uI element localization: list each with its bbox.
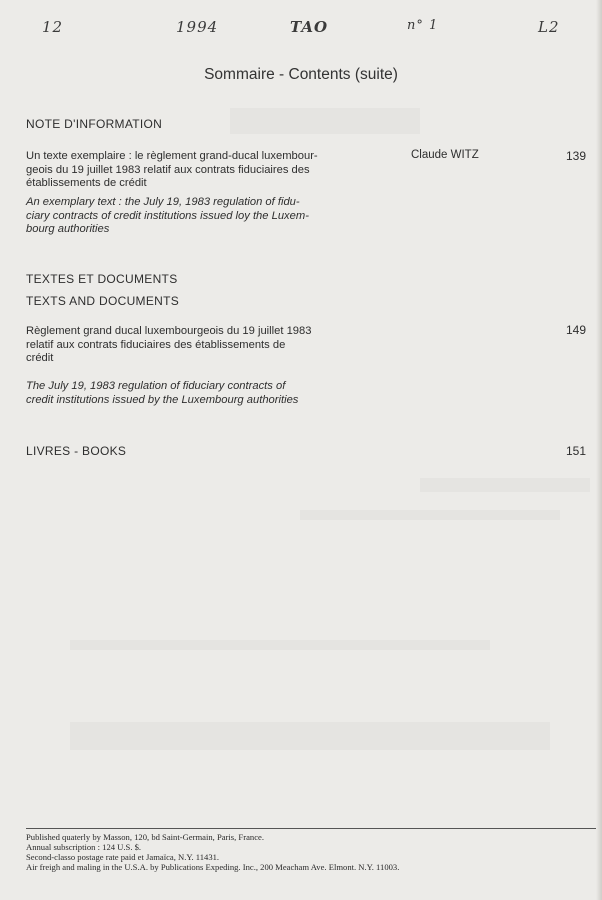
entry-french-title	[26, 150, 378, 191]
entry-line: credit institutions issued by the Luxembourg authorities	[26, 393, 299, 406]
section-heading-texts: TEXTS AND DOCUMENTS	[26, 294, 180, 308]
entry-line: Un texte exemplaire : le règlement grand-ducal luxembour-	[26, 150, 318, 162]
handwritten-note: L2	[538, 18, 560, 36]
entry-line: bourg authorities	[26, 223, 110, 235]
entry-line: An exemplary text : the July 19, 1983 regulation of fidu-	[26, 196, 300, 208]
bleed-through-mark	[300, 510, 560, 520]
section-heading-textes: TEXTES ET DOCUMENTS	[26, 272, 178, 286]
entry-french-title	[26, 325, 378, 366]
entry-line: crédit	[26, 352, 54, 364]
entry-page-number: 151	[565, 444, 586, 458]
bleed-through-mark	[230, 108, 420, 134]
footer-line: Annual subscription : 124 U.S. $.	[26, 842, 142, 852]
footer-line: Published quaterly by Masson, 120, bd Saint-Germain, Paris, France.	[26, 832, 264, 842]
entry-line: The July 19, 1983 regulation of fiduciary contracts of	[26, 380, 286, 392]
page-edge-shadow	[596, 0, 602, 900]
entry-author: Claude WITZ	[411, 149, 479, 161]
entry-english-title	[26, 380, 378, 407]
handwritten-note: 12	[42, 18, 64, 36]
section-heading-note: NOTE D'INFORMATION	[26, 117, 163, 131]
footer-divider	[26, 828, 602, 829]
publication-footer	[26, 832, 586, 872]
bleed-through-mark	[70, 640, 490, 650]
entry-line: geois du 19 juillet 1983 relatif aux contrats fiduciaires des	[26, 163, 310, 176]
entry-line: ciary contracts of credit institutions issued loy the Luxem-	[26, 209, 309, 222]
entry-line: Règlement grand ducal luxembourgeois du 19 juillet 1983	[26, 325, 312, 337]
entry-page-number: 149	[565, 323, 586, 337]
bleed-through-mark	[420, 478, 590, 492]
entry-line: établissements de crédit	[26, 177, 147, 189]
section-heading-livres: LIVRES - BOOKS	[26, 444, 127, 458]
entry-line: relatif aux contrats fiduciaires des établissements de	[26, 338, 286, 351]
handwritten-note: TAO	[290, 18, 329, 36]
handwritten-note: 1994	[176, 18, 219, 36]
page-title: Sommaire - Contents (suite)	[204, 66, 398, 83]
footer-line: Second-classo postage rate paid et Jamaïca, N.Y. 11431.	[26, 852, 220, 862]
entry-english-title	[26, 196, 378, 237]
bleed-through-mark	[70, 722, 550, 750]
footer-line: Air freigh and maling in the U.S.A. by Publications Expeding. Inc., 200 Meacham Ave. Elmont. N.Y. 11003.	[26, 862, 400, 872]
handwritten-note: n° 1	[407, 18, 439, 33]
entry-page-number: 139	[565, 149, 586, 163]
